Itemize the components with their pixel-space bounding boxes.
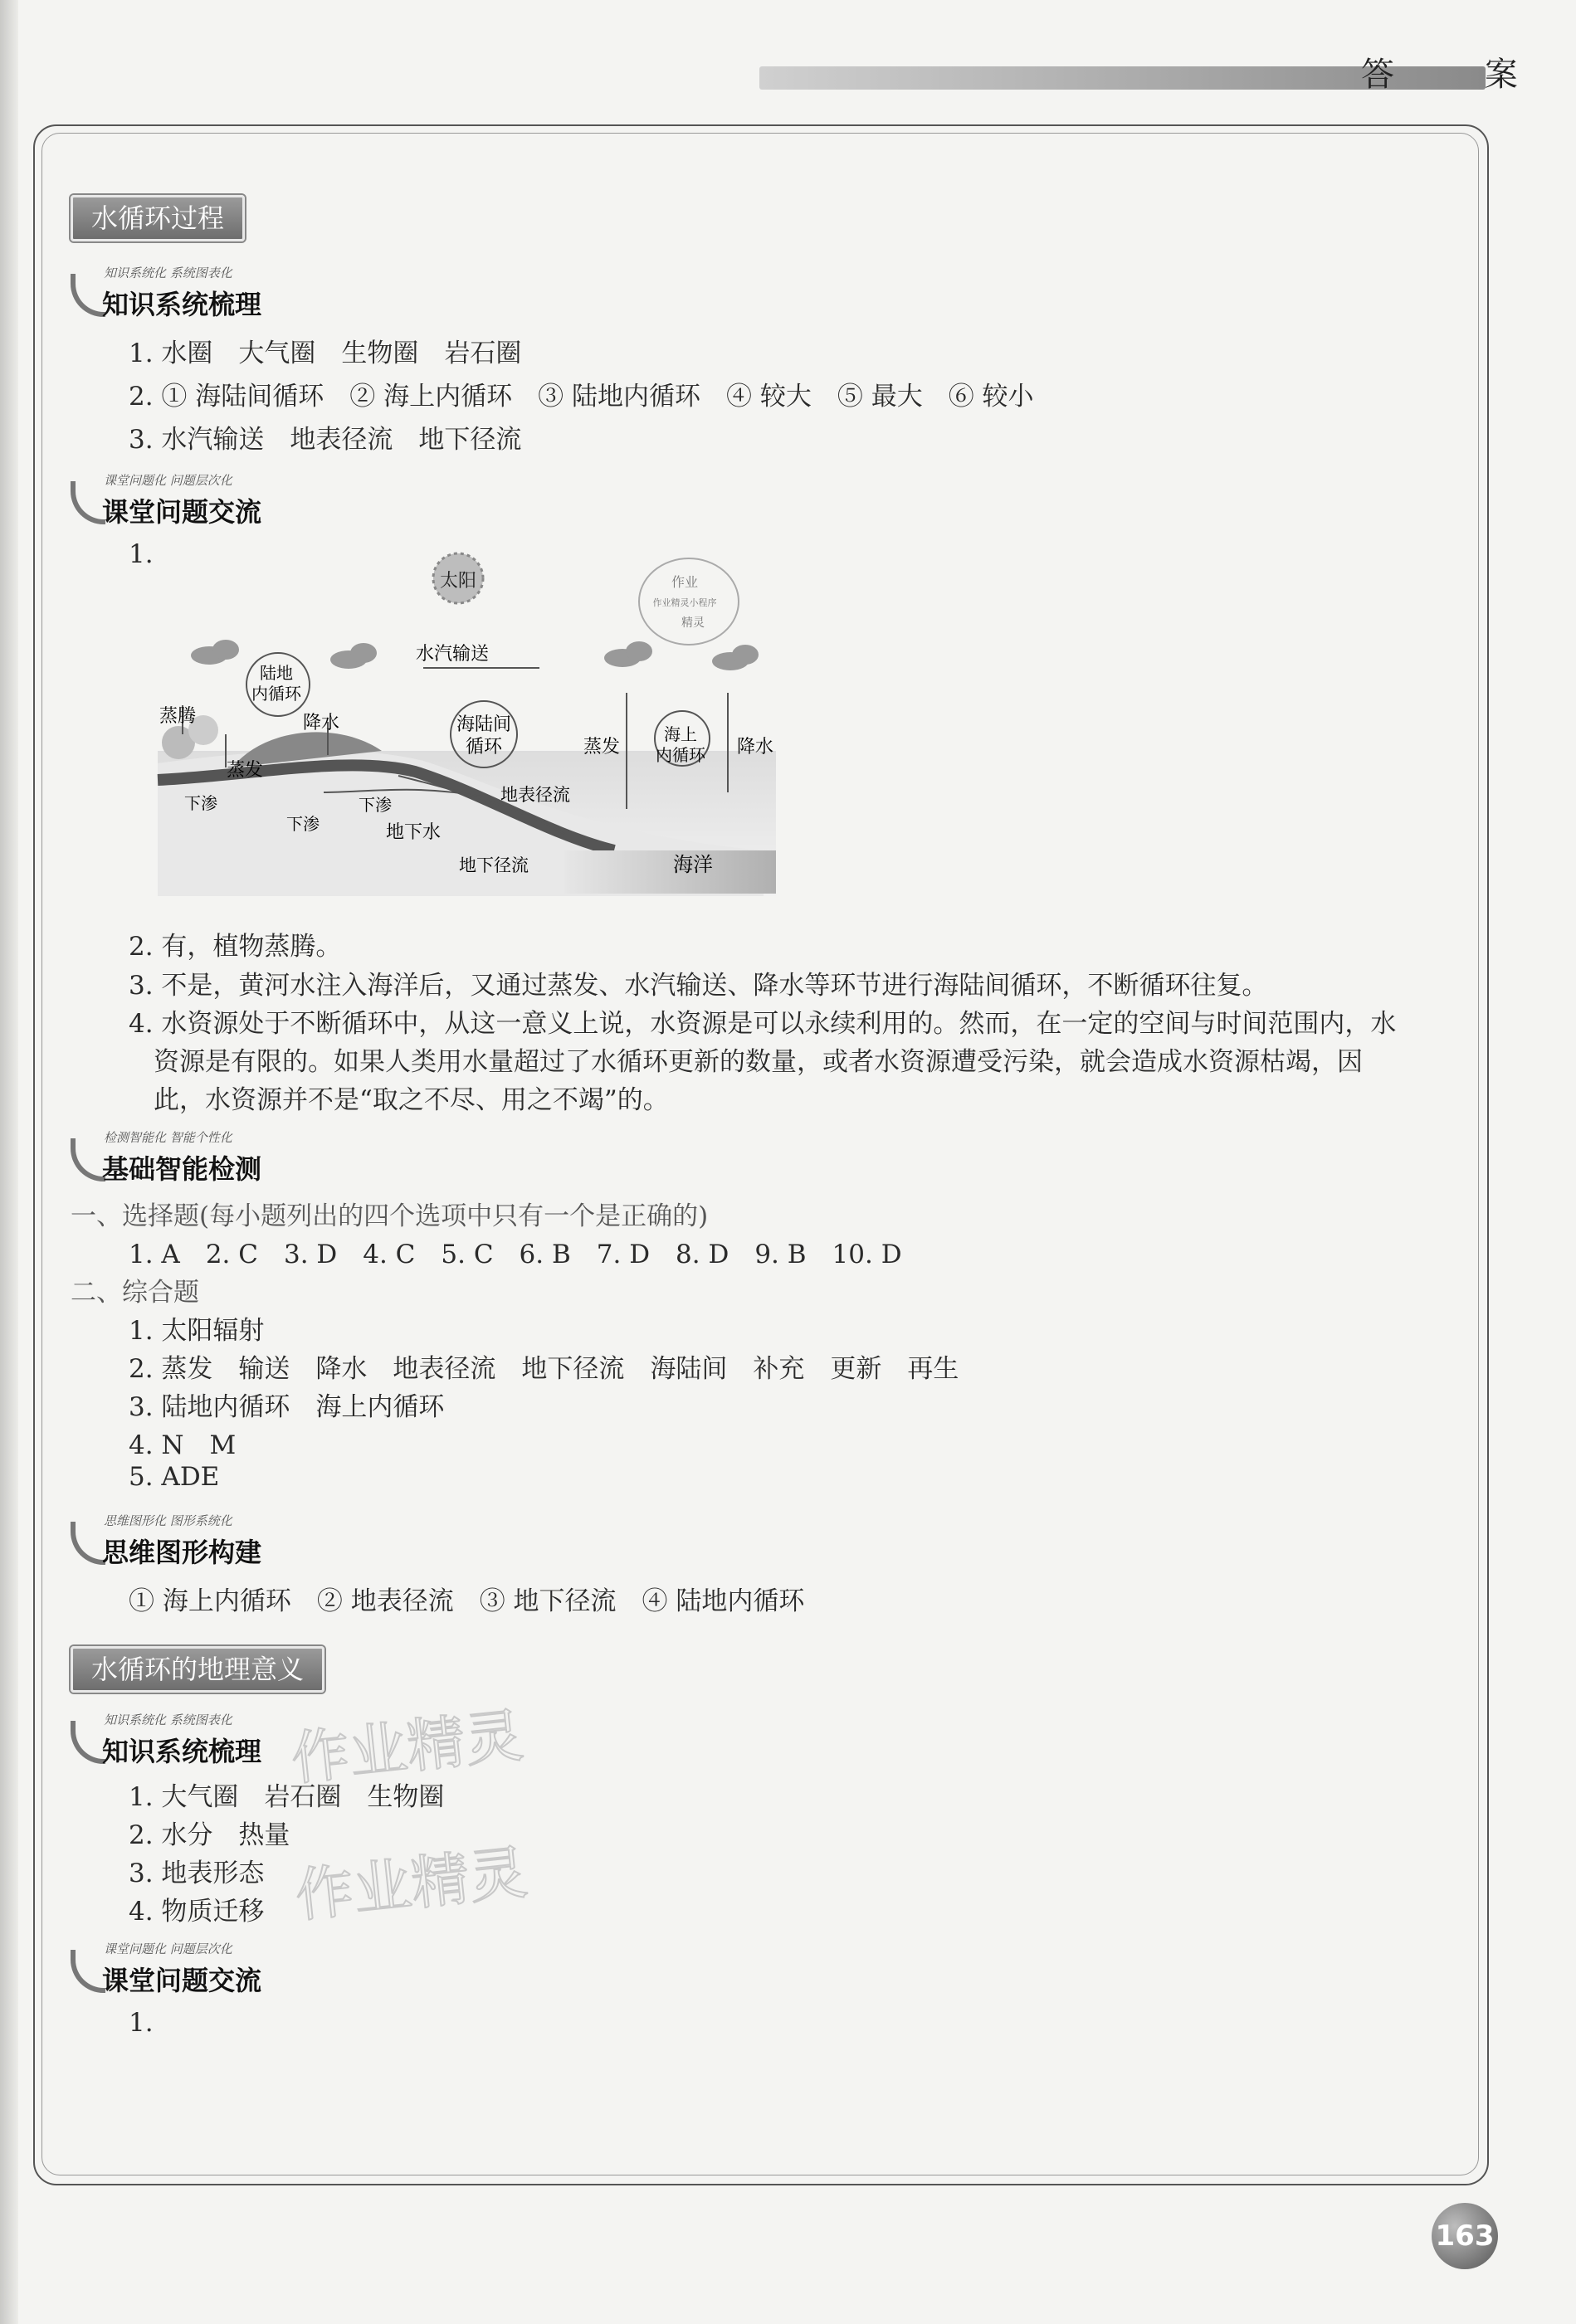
subhead-basic — [71, 1128, 403, 1186]
label-groundwater: 地下水 — [385, 822, 442, 843]
question-number: 1. — [129, 539, 154, 569]
subhead-motto: 课堂问题化 问题层次化 — [104, 1942, 232, 1956]
cloud-icon — [330, 643, 377, 669]
question-number: 1. — [129, 2008, 154, 2038]
subhead-classroom — [71, 471, 403, 529]
cloud-icon — [712, 645, 759, 670]
section-label-significance: 水循环的地理意义 — [71, 1646, 324, 1693]
subhead-title: 课堂问题交流 — [102, 1965, 262, 1996]
subhead-motto: 课堂问题化 问题层次化 — [104, 473, 232, 488]
label-vapor: 水汽输送 — [415, 644, 490, 665]
page-edge-shadow — [0, 0, 18, 2324]
leaf-icon — [71, 1522, 105, 1565]
answer-line: 1. 太阳辐射 — [129, 1316, 265, 1346]
stamp-icon — [639, 558, 739, 645]
list-item: 1. 水圈 大气圈 生物圈 岩石圈 — [129, 339, 522, 368]
subhead-title: 知识系统梳理 — [102, 289, 262, 320]
label-infiltration: 下渗 — [286, 814, 320, 834]
list-item: 3. 地表形态 — [129, 1859, 265, 1888]
label-sea-land: 循环 — [465, 737, 503, 758]
label-land-cycle: 陆地 — [260, 663, 293, 683]
part-heading: 二、综合题 — [71, 1278, 199, 1308]
label-infiltration: 下渗 — [184, 793, 217, 813]
ocean-band — [564, 850, 776, 894]
answer-line: 2. 蒸发 输送 降水 地表径流 地下径流 海陆间 补充 更新 再生 — [129, 1354, 959, 1384]
subhead-title: 思维图形构建 — [102, 1537, 262, 1568]
list-item: 2. ① 海陆间循环 ② 海上内循环 ③ 陆地内循环 ④ 较大 ⑤ 最大 ⑥ 较小 — [129, 382, 1034, 412]
subhead-title: 课堂问题交流 — [102, 496, 262, 528]
subhead-motto: 知识系统化 系统图表化 — [104, 266, 232, 280]
watermark: 作业精灵 — [288, 1701, 527, 1794]
list-item: 4. 物质迁移 — [129, 1897, 265, 1927]
watermark: 作业精灵 — [292, 1838, 531, 1931]
leaf-icon — [71, 1721, 105, 1764]
section-label-water-cycle: 水循环过程 — [71, 195, 245, 241]
leaf-icon — [71, 1138, 105, 1181]
sun-label: 太阳 — [439, 571, 477, 592]
label-transpiration: 蒸腾 — [159, 706, 197, 727]
leaf-icon — [71, 274, 105, 317]
answer-line: ① 海上内循环 ② 地表径流 ③ 地下径流 ④ 陆地内循环 — [129, 1586, 805, 1616]
label-precipitation: 降水 — [302, 713, 340, 733]
label-sea-cycle: 海上 — [664, 724, 697, 744]
answer-line: 4. N M — [129, 1430, 237, 1460]
page-number: 163 — [1432, 2203, 1498, 2269]
label-sea-land: 海陆间 — [456, 714, 512, 735]
label-precipitation: 降水 — [736, 737, 774, 758]
label-infiltration: 下渗 — [359, 795, 392, 815]
answer-line: 5. ADE — [129, 1462, 220, 1492]
label-ocean: 海洋 — [673, 853, 713, 876]
label-sea-cycle: 内循环 — [656, 745, 705, 765]
answer-line: 资源是有限的。如果人类用水量超过了水循环更新的数量，或者水资源遭受污染，就会造成水资源枯竭，因 — [154, 1047, 1363, 1077]
label-surface-flow: 地表径流 — [500, 785, 570, 805]
answer-line: 3. 陆地内循环 海上内循环 — [129, 1392, 445, 1422]
list-item: 2. 水分 热量 — [129, 1820, 290, 1850]
header-title: 答 案 — [1361, 56, 1558, 94]
leaf-icon — [71, 481, 105, 524]
label-underground-flow: 地下径流 — [459, 855, 529, 875]
label-evaporation: 蒸发 — [583, 737, 621, 758]
subhead-title: 基础智能检测 — [102, 1153, 262, 1185]
stamp-text: 作业 — [671, 574, 699, 590]
stamp-text: 精灵 — [681, 616, 705, 630]
subhead-motto: 检测智能化 智能个性化 — [104, 1130, 232, 1145]
stamp-text: 作业精灵小程序 — [652, 597, 717, 608]
cloud-icon — [604, 641, 652, 667]
answer-line: 3. 不是，黄河水注入海洋后，又通过蒸发、水汽输送、降水等环节进行海陆间循环，不断循环往复。 — [129, 971, 1268, 1001]
sun-icon — [433, 553, 483, 603]
subhead-motto: 知识系统化 系统图表化 — [104, 1713, 232, 1727]
water-cycle-diagram — [149, 543, 780, 900]
label-land-cycle: 内循环 — [251, 684, 301, 704]
subhead-mind — [71, 1512, 403, 1570]
answer-line: 4. 水资源处于不断循环中，从这一意义上说，水资源是可以永续利用的。然而，在一定的空间与时间范围内，水 — [129, 1009, 1397, 1039]
answer-line: 2. 有，植物蒸腾。 — [129, 932, 342, 962]
answer-line: 1. A 2. C 3. D 4. C 5. C 6. B 7. D 8. D 9. B 10. D — [129, 1240, 902, 1269]
subhead-title: 知识系统梳理 — [102, 1736, 262, 1767]
cloud-icon — [191, 640, 239, 665]
part-heading: 一、选择题(每小题列出的四个选项中只有一个是正确的) — [71, 1201, 709, 1231]
subhead-classroom — [71, 1940, 403, 1998]
answer-line: 此，水资源并不是“取之不尽、用之不竭”的。 — [154, 1085, 669, 1115]
subhead-motto: 思维图形化 图形系统化 — [104, 1513, 232, 1528]
list-item: 1. 大气圈 岩石圈 生物圈 — [129, 1782, 445, 1812]
list-item: 3. 水汽输送 地表径流 地下径流 — [129, 425, 522, 455]
label-evaporation: 蒸发 — [226, 760, 264, 781]
leaf-icon — [71, 1950, 105, 1993]
subhead-knowledge — [71, 264, 403, 322]
